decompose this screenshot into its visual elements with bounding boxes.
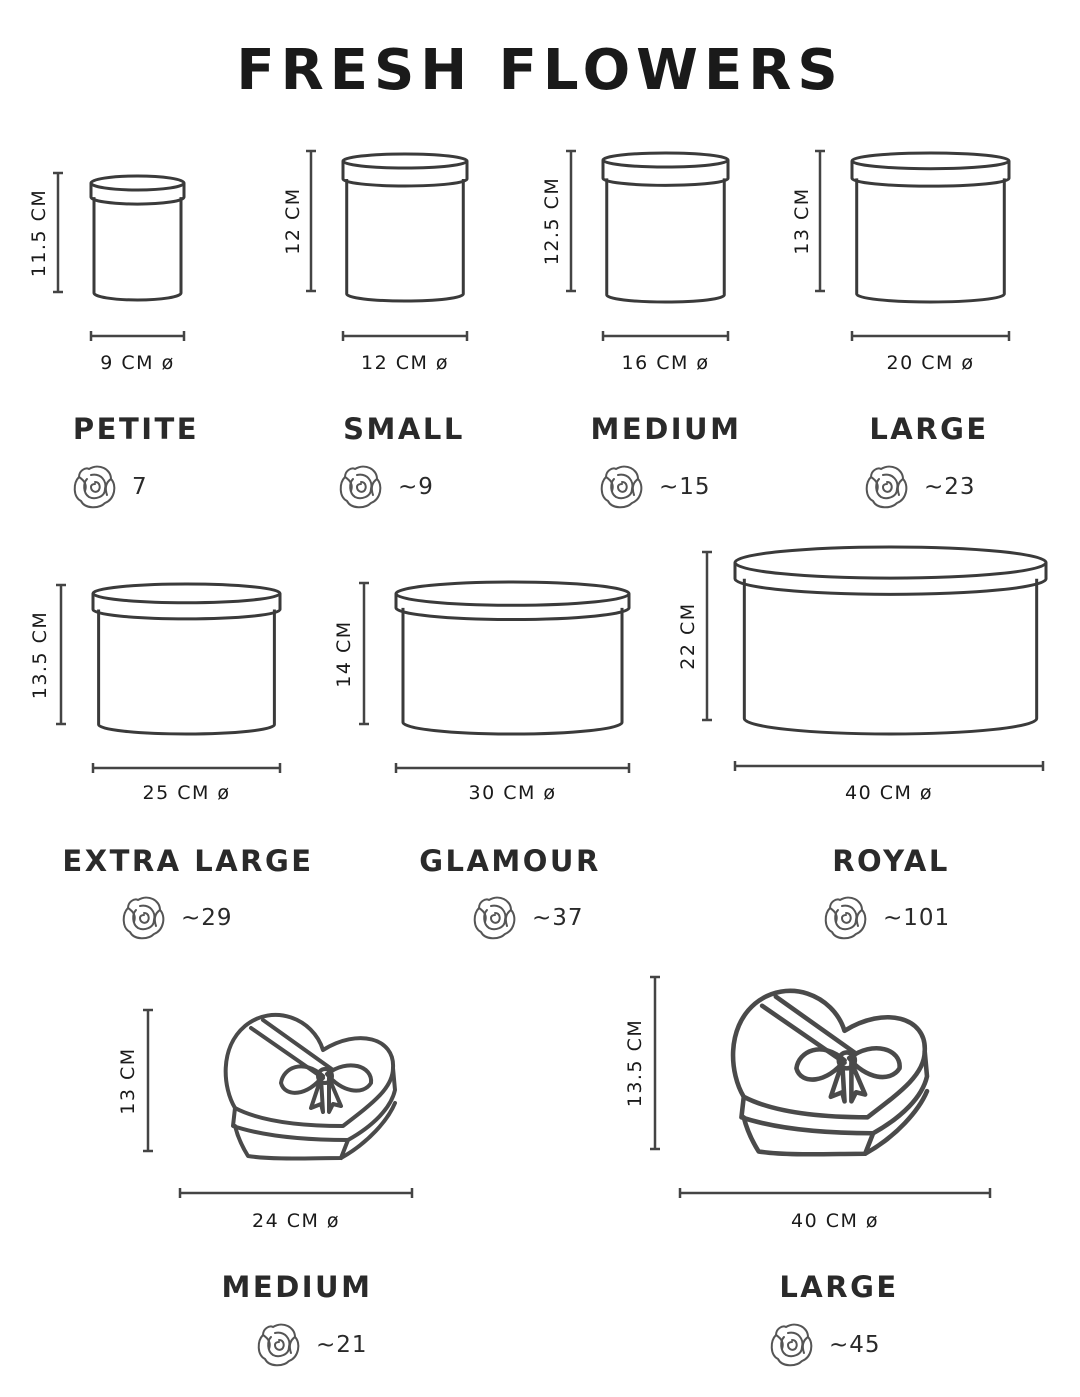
flower-count: ~101 bbox=[883, 905, 951, 931]
rose-icon bbox=[124, 898, 164, 939]
height-label: 13 CM bbox=[117, 1046, 139, 1115]
dimension-group-0 bbox=[53, 173, 184, 341]
round-box-0 bbox=[91, 176, 184, 300]
width-label: 9 CM ø bbox=[100, 352, 175, 374]
rose-icon bbox=[475, 898, 515, 939]
rose-icon bbox=[826, 898, 866, 939]
flower-count: ~21 bbox=[316, 1332, 368, 1358]
dimension-group-2 bbox=[566, 151, 728, 341]
height-label: 13.5 CM bbox=[29, 610, 51, 699]
box-name: SMALL bbox=[343, 412, 465, 446]
flower-count: ~45 bbox=[829, 1332, 881, 1358]
dimension-group-1 bbox=[306, 151, 467, 341]
round-box-4 bbox=[93, 584, 280, 734]
box-body bbox=[403, 608, 622, 734]
flower-count: 7 bbox=[132, 474, 148, 500]
rose-icon bbox=[602, 467, 642, 508]
dimension-group-4 bbox=[56, 585, 280, 773]
box-name: GLAMOUR bbox=[419, 844, 601, 878]
width-label: 25 CM ø bbox=[142, 782, 231, 804]
dimension-group-8 bbox=[650, 977, 990, 1198]
box-lid-top bbox=[93, 584, 280, 603]
box-lid-top bbox=[603, 153, 728, 167]
round-box-5 bbox=[396, 582, 629, 734]
box-body bbox=[607, 178, 725, 302]
box-body bbox=[99, 610, 275, 735]
height-label: 12 CM bbox=[282, 187, 304, 255]
heart-box-8 bbox=[733, 991, 927, 1154]
height-label: 13.5 CM bbox=[624, 1018, 646, 1108]
width-label: 40 CM ø bbox=[790, 1210, 880, 1232]
round-box-2 bbox=[603, 153, 728, 302]
rose-icon bbox=[867, 467, 907, 508]
box-name: ROYAL bbox=[832, 844, 950, 878]
box-body bbox=[857, 178, 1005, 302]
width-label: 12 CM ø bbox=[360, 352, 450, 374]
heart-box-7 bbox=[226, 1015, 395, 1159]
rose-icon bbox=[772, 1325, 812, 1366]
flower-count: ~23 bbox=[924, 474, 976, 500]
box-name: PETITE bbox=[72, 412, 200, 446]
box-lid-top bbox=[852, 153, 1009, 169]
height-label: 13 CM bbox=[791, 187, 813, 255]
width-label: 24 CM ø bbox=[251, 1210, 341, 1232]
box-body bbox=[744, 579, 1036, 734]
box-lid-top bbox=[343, 154, 467, 168]
flower-count: ~37 bbox=[532, 905, 584, 931]
height-label: 22 CM bbox=[677, 602, 699, 670]
page-title: FRESH FLOWERS bbox=[236, 38, 844, 103]
rose-icon bbox=[75, 467, 115, 508]
box-lid-rim bbox=[852, 161, 1009, 186]
width-label: 16 CM ø bbox=[621, 352, 710, 374]
width-label: 30 CM ø bbox=[468, 782, 557, 804]
box-name: EXTRA LARGE bbox=[62, 844, 314, 878]
round-box-3 bbox=[852, 153, 1009, 302]
dimension-group-3 bbox=[815, 151, 1009, 341]
flower-count: ~9 bbox=[398, 474, 434, 500]
box-lid-top bbox=[396, 582, 629, 605]
height-label: 11.5 CM bbox=[28, 188, 50, 277]
box-lid-rim bbox=[91, 183, 184, 204]
height-label: 12.5 CM bbox=[541, 176, 563, 266]
box-lid-rim bbox=[93, 593, 280, 619]
box-body bbox=[347, 179, 464, 301]
width-label: 40 CM ø bbox=[844, 782, 934, 804]
flower-count: ~29 bbox=[181, 905, 233, 931]
round-box-6 bbox=[735, 547, 1046, 734]
box-name: LARGE bbox=[869, 412, 989, 446]
flower-count: ~15 bbox=[659, 474, 711, 500]
width-label: 20 CM ø bbox=[886, 352, 975, 374]
box-name: MEDIUM bbox=[590, 412, 742, 446]
box-body bbox=[94, 197, 181, 300]
box-name: MEDIUM bbox=[221, 1270, 373, 1304]
round-box-1 bbox=[343, 154, 467, 301]
box-lid-top bbox=[91, 176, 184, 190]
height-label: 14 CM bbox=[333, 619, 355, 688]
rose-icon bbox=[259, 1325, 299, 1366]
box-lid-top bbox=[735, 547, 1046, 578]
rose-icon bbox=[341, 467, 381, 508]
box-name: LARGE bbox=[779, 1270, 899, 1304]
